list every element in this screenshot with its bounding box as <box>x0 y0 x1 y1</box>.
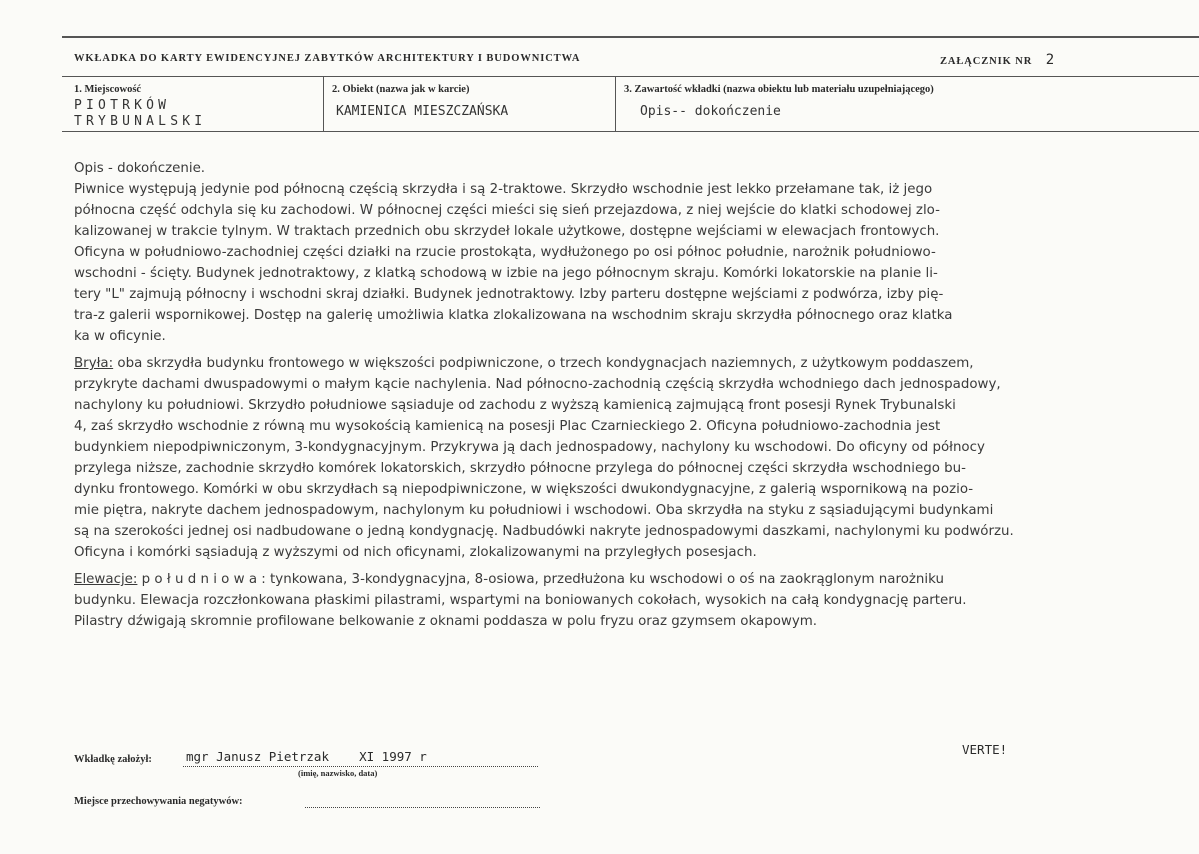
opis-line: tra-z galerii wspornikowej. Dostęp na galerię umożliwia klatka zlokalizowana na wschodnim skraju skrzydła północnego oraz klatka <box>74 308 953 323</box>
form-title: WKŁADKA DO KARTY EWIDENCYJNEJ ZABYTKÓW ARCHITEKTURY I BUDOWNICTWA <box>74 53 581 64</box>
opis-line: tery "L" zajmują północny i wschodni skraj działki. Budynek jednotraktowy. Izby parteru dostępne wejściami z podwórza, izby pię- <box>74 287 944 302</box>
bryla-line: nachylony ku południowi. Skrzydło południowe sąsiaduje od zachodu z wyższą kamienicą zajmującą front posesji Rynek Trybunalski <box>74 398 956 413</box>
bryla-line: 4, zaś skrzydło wschodnie z równą mu wysokością kamienicą na posesji Plac Czarnieckiego 2. Oficyna południowo-zachodnia jest <box>74 419 941 434</box>
content-label: 3. Zawartość wkładki (nazwa obiektu lub materiału uzupełniającego) <box>624 84 934 95</box>
author-label: Wkładkę założył: <box>74 754 152 765</box>
author-caption: (imię, nazwisko, data) <box>298 768 378 778</box>
opis-line: Piwnice występują jedynie pod północną częścią skrzydła i są 2-traktowe. Skrzydło wschodnie jest lekko przełamane tak, iż jego <box>74 182 933 197</box>
annex-field <box>940 52 1055 68</box>
opis-line: Oficyna w południowo-zachodniej części działki na rzucie prostokąta, wydłużonego po osi północ południe, narożnik południowo- <box>74 245 936 260</box>
content-value: Opis-- dokończenie <box>640 104 781 119</box>
object-value: KAMIENICA MIESZCZAŃSKA <box>336 104 509 119</box>
elewacje-text: p o ł u d n i o w a : tynkowana, 3-kondygnacyjna, 8-osiowa, przedłużona ku wschodowi o oś na zaokrąglonym narożniku <box>137 572 944 587</box>
opis-line: północna część odchyla się ku zachodowi. W północnej części mieści się sień przejazdowa, z niej wejście do klatki schodowej zlo- <box>74 203 940 218</box>
bryla-line: mie piętra, nakryte dachem jednospadowym, nachylonym ku południowi i wschodowi. Oba skrzydła na styku z sąsiadującymi budynkami <box>74 503 994 518</box>
negatives-dotted-line <box>305 807 540 808</box>
elewacje-heading: Elewacje: <box>74 572 138 587</box>
opis-line: wschodni - ścięty. Budynek jednotraktowy, z klatką schodową w izbie na jego północnym skraju. Komórki lokatorskie na planie li- <box>74 266 938 281</box>
author-value: mgr Janusz Pietrzak XI 1997 r <box>186 749 427 764</box>
elewacje-line: budynku. Elewacja rozczłonkowana płaskimi pilastrami, wspartymi na boniowanych cokołach, wysokich na całą kondygnację parteru. <box>74 593 967 608</box>
bryla-text: oba skrzydła budynku frontowego w większości podpiwniczone, o trzech kondygnacjach naziemnych, z użytkowym poddaszem, <box>113 356 974 371</box>
header-rule <box>62 76 1199 77</box>
bryla-line: są na szerokości jednej osi nadbudowane o jedną kondygnację. Nadbudówki nakryte jednospadowymi daszkami, nachylonymi ku podwórzu. <box>74 524 1014 539</box>
elewacje-line: Pilastry dźwigają skromnie profilowane belkowanie z oknami poddasza w polu fryzu oraz gzymsem okapowym. <box>74 614 818 629</box>
object-label: 2. Obiekt (nazwa jak w karcie) <box>332 84 470 95</box>
top-border <box>62 36 1199 38</box>
bryla-line: Oficyna i komórki sąsiadują z wyższymi od nich oficynami, zlokalizowanymi na przyległych posesjach. <box>74 545 757 560</box>
opis-line: Opis - dokończenie. <box>74 161 206 176</box>
fields-bottom-rule <box>62 131 1199 132</box>
verte-note: VERTE! <box>962 742 1008 757</box>
description-text <box>74 158 1164 632</box>
bryla-line: budynkiem niepodpiwniczonym, 3-kondygnacyjnym. Przykrywa ją dach jednospadowy, nachylony ku wschodowi. Do oficyny od północy <box>74 440 985 455</box>
bryla-line: dynku frontowego. Komórki w obu skrzydłach są niepodpiwniczone, w większości dwukondygnacyjne, z galerią wspornikową na pozio- <box>74 482 974 497</box>
author-dotted-line <box>183 766 538 767</box>
bryla-line <box>74 353 1164 374</box>
bryla-line: przykryte dachami dwuspadowymi o małym kącie nachylenia. Nad północno-zachodnią częścią skrzydła wchodniego dach jednospadowy, <box>74 377 1001 392</box>
locality-value-line1: PIOTRKÓW <box>74 98 171 113</box>
elewacje-line <box>74 569 1164 590</box>
negatives-label: Miejsce przechowywania negatywów: <box>74 796 243 807</box>
field-divider-1 <box>323 77 324 131</box>
annex-label: ZAŁĄCZNIK NR <box>940 56 1033 67</box>
locality-value-line2: TRYBUNALSKI <box>74 114 207 129</box>
opis-line: ka w oficynie. <box>74 329 166 344</box>
annex-number: 2 <box>1045 52 1056 68</box>
locality-label: 1. Miejscowość <box>74 84 142 95</box>
bryla-heading: Bryła: <box>74 356 114 371</box>
opis-line: kalizowanej w trakcie tylnym. W traktach przednich obu skrzydeł lokale użytkowe, dostępne wejściami w elewacjach frontowych. <box>74 224 940 239</box>
bryla-line: przylega niższe, zachodnie skrzydło komórek lokatorskich, skrzydło północne przylega do północnej części skrzydła wschodniego bu- <box>74 461 966 476</box>
field-divider-2 <box>615 77 616 131</box>
